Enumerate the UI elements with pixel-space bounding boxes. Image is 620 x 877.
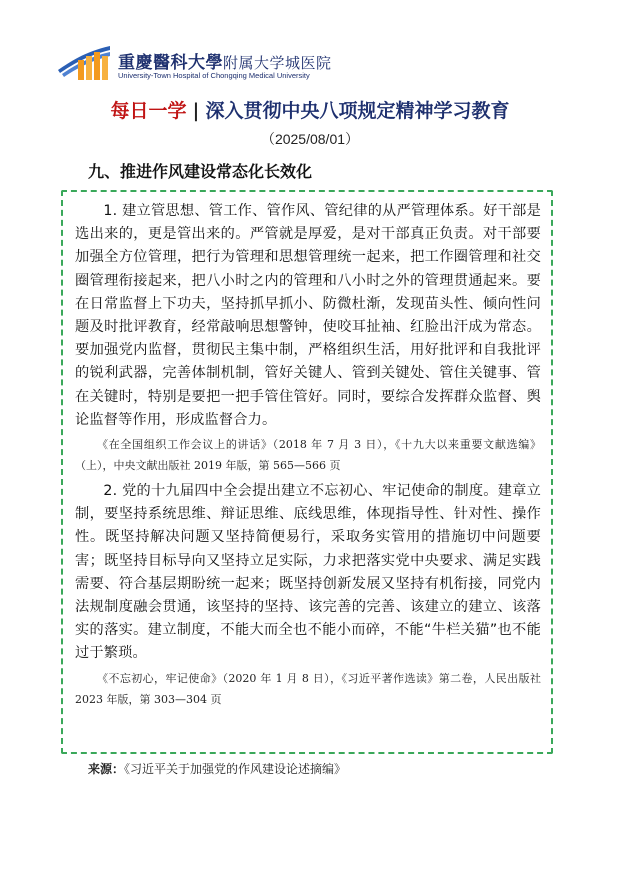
title-separator: | bbox=[192, 100, 200, 122]
page-title bbox=[0, 96, 620, 123]
hospital-name-english: University-Town Hospital of Chongqing Medical University bbox=[118, 71, 310, 80]
section-title: 九、推进作风建设常态化长效化 bbox=[88, 162, 313, 181]
publish-date: （2025/08/01） bbox=[260, 131, 360, 147]
hospital-logo-icon bbox=[56, 40, 112, 84]
hospital-name-affiliate: 附属大学城医院 bbox=[223, 54, 332, 72]
citation-2: 《不忘初心，牢记使命》（2020 年 1 月 8 日），《习近平著作选读》第二卷，人民出版社 2023 年版，第 303—304 页 bbox=[75, 671, 541, 706]
source-label: 来源： bbox=[88, 762, 125, 776]
source-line bbox=[88, 760, 346, 777]
hospital-name-university: 重慶醫科大學 bbox=[118, 53, 223, 73]
content-box bbox=[61, 190, 553, 754]
title-prefix: 每日一学 bbox=[110, 100, 187, 122]
title-main: 深入贯彻中央八项规定精神学习教育 bbox=[205, 100, 510, 122]
paragraph-2: 2. 党的十九届四中全会提出建立不忘初心、牢记使命的制度。建章立制，要坚持系统思维、辩证思维、底线思维，体现指导性、针对性、操作性。既坚持解决问题又坚持简便易行，采取务实管用的措施切中问题要害；既坚持目标导向又坚持立足实际，力求把落实党中央要求、满足实践需要、符合基层期盼统一起来；既坚持创新发展又坚持有机衔接，同党内法规制度融会贯通，该坚持的坚持、该完善的完善、该建立的建立、该落实的落实。建立制度，不能大而全也不能小而碎，不能“牛栏关猫”也不能过于繁琐。 bbox=[75, 483, 541, 662]
paragraph-1: 1. 建立管思想、管工作、管作风、管纪律的从严管理体系。好干部是选出来的，更是管出来的。严管就是厚爱，是对干部真正负责。对干部要加强全方位管理，把行为管理和思想管理统一起来，把工作圈管理和社交圈管理衔接起来，把八小时之内的管理和八小时之外的管理贯通起来。要在日常监督上下功夫，坚持抓早抓小、防微杜渐，发现苗头性、倾向性问题及时批评教育，经常敲响思想警钟，使咬耳扯袖、红脸出汗成为常态。要加强党内监督，贯彻民主集中制，严格组织生活，用好批评和自我批评的锐利武器，完善体制机制，管好关键人、管到关键处、管住关键事、管在关键时，特别是要把一把手管住管好。同时，要综合发挥群众监督、舆论监督等作用，形成监督合力。 bbox=[75, 203, 541, 428]
hospital-name bbox=[118, 48, 332, 73]
citation-1: 《在全国组织工作会议上的讲话》（2018 年 7 月 3 日），《十九大以来重要文献选编》（上），中央文献出版社 2019 年版，第 565—566 页 bbox=[75, 438, 541, 473]
source-text: 《习近平关于加强党的作风建设论述摘编》 bbox=[124, 762, 347, 776]
